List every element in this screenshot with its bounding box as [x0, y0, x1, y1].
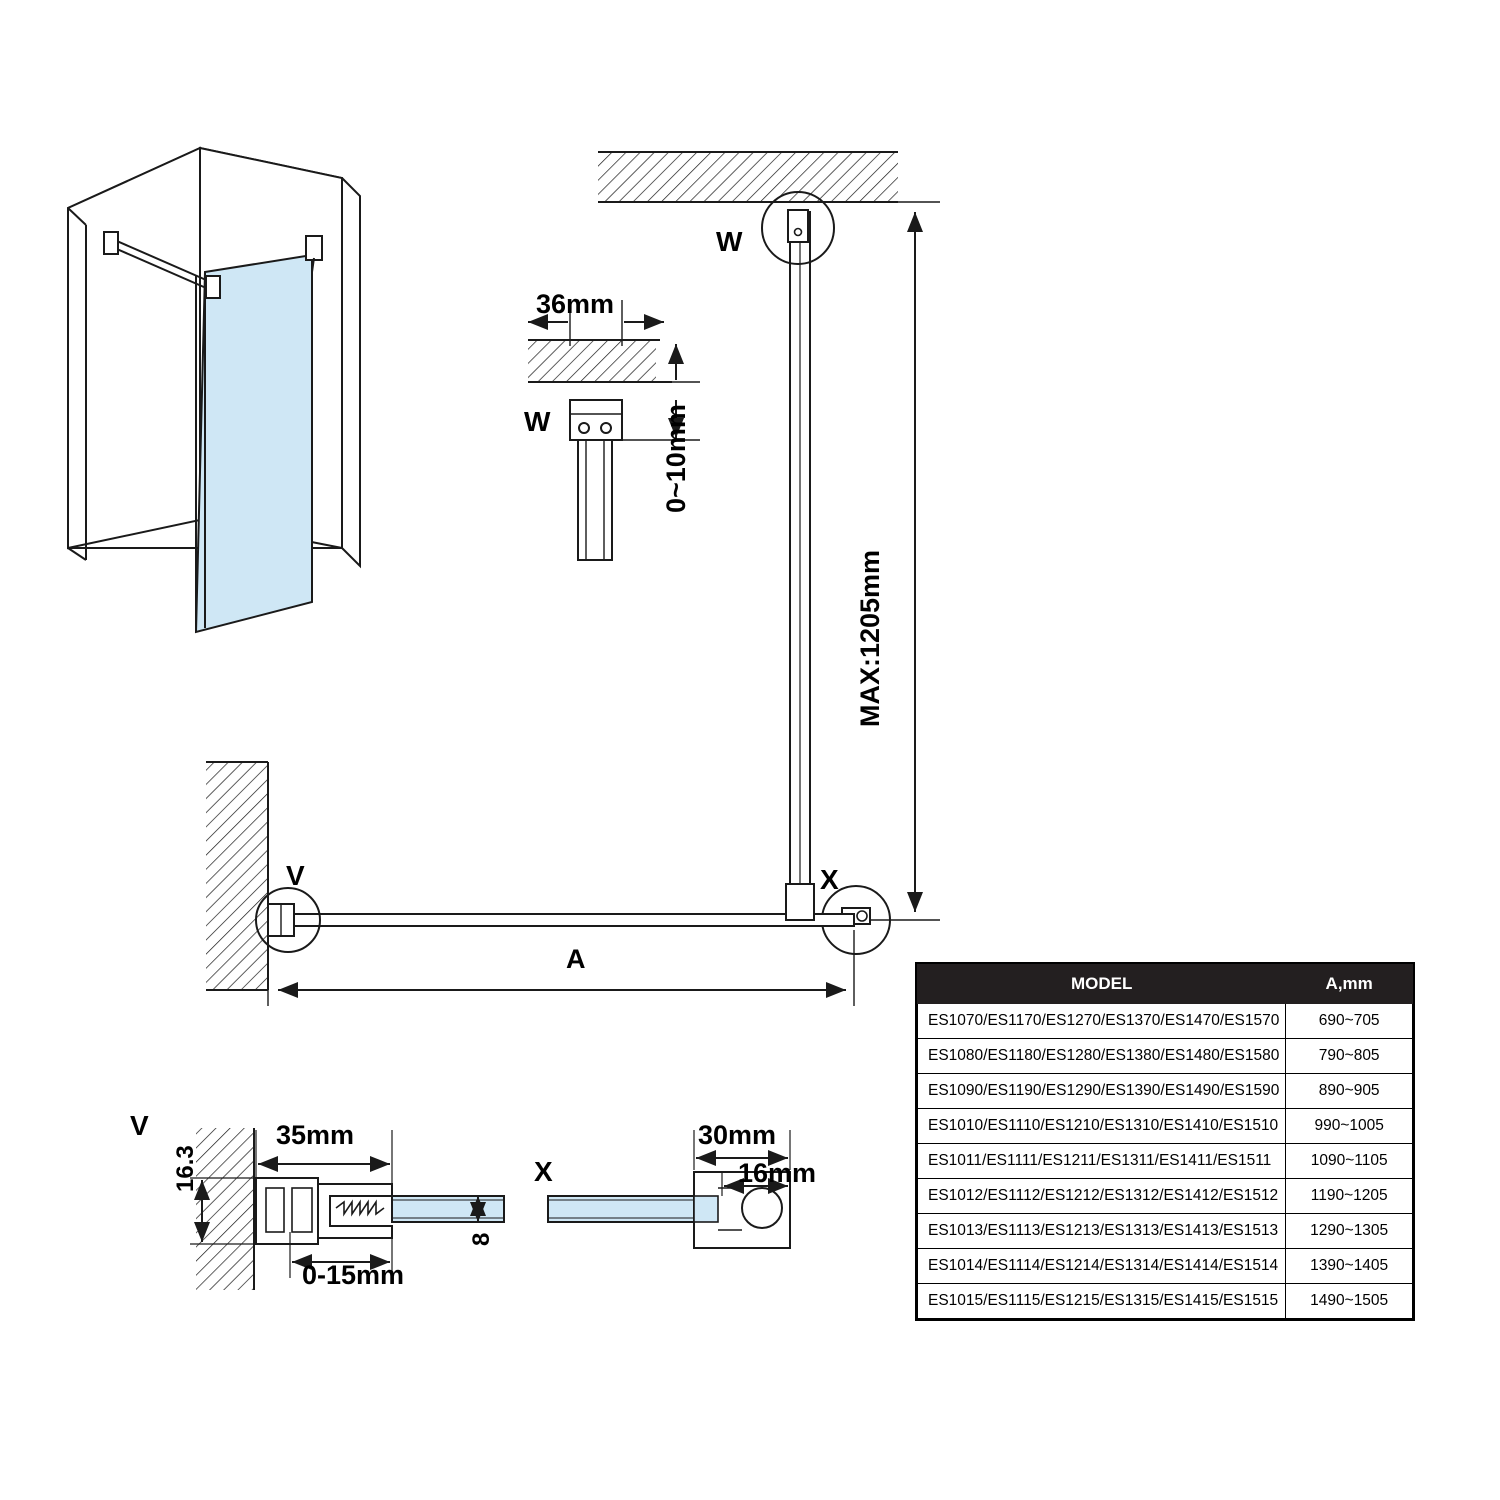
- cell-model: ES1080/ES1180/ES1280/ES1380/ES1480/ES1580: [918, 1039, 1286, 1074]
- table-row: [918, 1109, 1413, 1144]
- header-model: MODEL: [918, 965, 1286, 1004]
- table-row: [918, 1284, 1413, 1319]
- detail-marker-v-section: V: [130, 1110, 149, 1141]
- cell-a: 1090~1105: [1286, 1144, 1413, 1179]
- cell-model: ES1014/ES1114/ES1214/ES1314/ES1414/ES1514: [918, 1249, 1286, 1284]
- model-spec-table: [915, 962, 1415, 1321]
- table-row: [918, 1214, 1413, 1249]
- perspective-view: [68, 148, 360, 632]
- dim-35mm-label: 35mm: [276, 1120, 355, 1150]
- cell-model: ES1070/ES1170/ES1270/ES1370/ES1470/ES1570: [918, 1004, 1286, 1039]
- detail-marker-w-elevation: W: [716, 226, 743, 257]
- detail-marker-x-plan: X: [820, 864, 839, 895]
- header-a: A,mm: [1286, 965, 1413, 1004]
- cell-model: ES1012/ES1112/ES1212/ES1312/ES1412/ES1512: [918, 1179, 1286, 1214]
- elevation-view: [598, 152, 940, 954]
- dim-30mm-label: 30mm: [698, 1120, 777, 1150]
- dim-0-15mm-label: 0-15mm: [302, 1260, 405, 1290]
- table-row: [918, 1144, 1413, 1179]
- dim-max-label: MAX:1205mm: [855, 549, 885, 727]
- table-row: [918, 1004, 1413, 1039]
- cell-a: 1490~1505: [1286, 1284, 1413, 1319]
- cell-a: 690~705: [1286, 1004, 1413, 1039]
- cell-a: 890~905: [1286, 1074, 1413, 1109]
- cell-model: ES1015/ES1115/ES1215/ES1315/ES1415/ES1515: [918, 1284, 1286, 1319]
- dim-36mm-label: 36mm: [536, 289, 615, 319]
- dim-a-label: A: [566, 944, 586, 974]
- cell-a: 990~1005: [1286, 1109, 1413, 1144]
- cell-model: ES1013/ES1113/ES1213/ES1313/ES1413/ES1513: [918, 1214, 1286, 1249]
- cell-model: ES1090/ES1190/ES1290/ES1390/ES1490/ES1590: [918, 1074, 1286, 1109]
- detail-marker-x-section: X: [534, 1156, 553, 1187]
- detail-marker-w-left: W: [524, 406, 551, 437]
- cell-a: 1290~1305: [1286, 1214, 1413, 1249]
- table-row: [918, 1179, 1413, 1214]
- table-row: [918, 1039, 1413, 1074]
- dim-16-3-label: 16.3: [172, 1145, 199, 1192]
- cell-a: 790~805: [1286, 1039, 1413, 1074]
- dim-0-10mm-label: 0~10mm: [661, 404, 691, 513]
- table-row: [918, 1249, 1413, 1284]
- dim-8-label: 8: [468, 1232, 495, 1246]
- detail-marker-v-plan: V: [286, 860, 305, 891]
- cell-a: 1190~1205: [1286, 1179, 1413, 1214]
- table-row: [918, 1074, 1413, 1109]
- cell-model: ES1010/ES1110/ES1210/ES1310/ES1410/ES1510: [918, 1109, 1286, 1144]
- cell-a: 1390~1405: [1286, 1249, 1413, 1284]
- cell-model: ES1011/ES1111/ES1211/ES1311/ES1411/ES1511: [918, 1144, 1286, 1179]
- table-header-row: [918, 965, 1413, 1004]
- dim-16mm-label: 16mm: [738, 1158, 817, 1188]
